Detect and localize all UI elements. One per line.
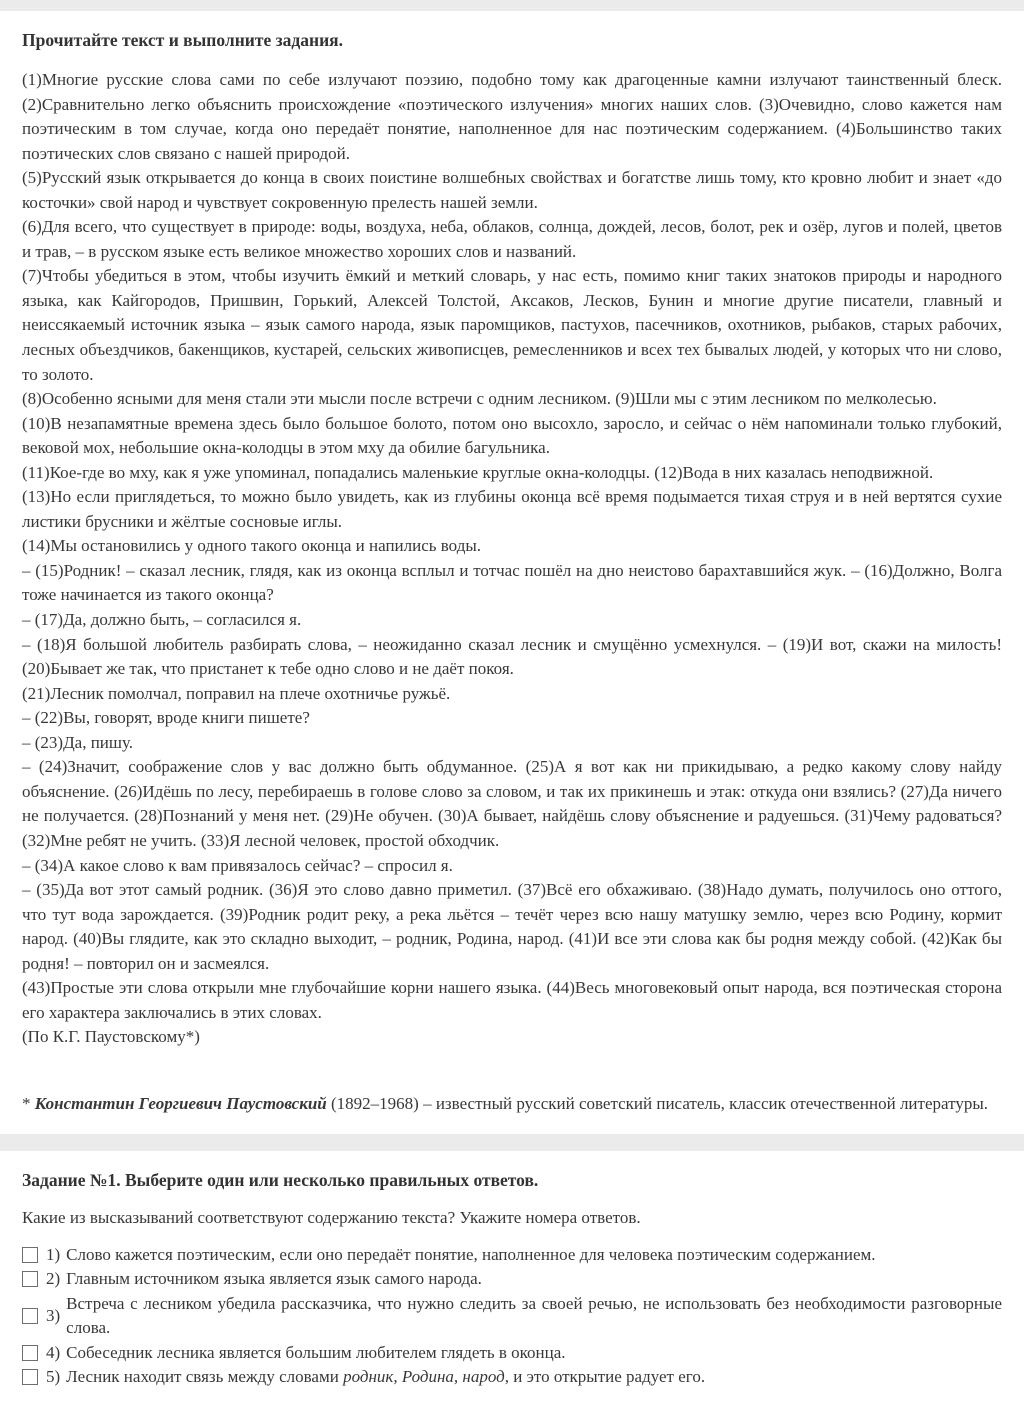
option-text-segment: Лесник находит связь между словами — [66, 1366, 344, 1386]
answer-checkbox-3[interactable] — [22, 1308, 38, 1324]
answer-options — [22, 1243, 1002, 1389]
text-paragraph: (13)Но если приглядеться, то можно было увидеть, как из глубины оконца всё время подымается тихая струя и в ней вертятся сухие листики брусники и жёлтые сосновые иглы. — [22, 487, 1002, 531]
author-name: Константин Георгиевич Паустовский — [34, 1093, 327, 1113]
task-question: Какие из высказываний соответствуют содержанию текста? Укажите номера ответов. — [22, 1207, 641, 1227]
option-text-segment: , и это открытие радует его. — [504, 1366, 706, 1386]
text-paragraph: (10)В незапамятные времена здесь было большое болото, потом оно высохло, заросло, и сейчас о нём напоминали только глубокий, вековой мох, небольшие окна-колодцы в этом мху да обилие багульника. — [22, 413, 1002, 458]
text-paragraph: (6)Для всего, что существует в природе: воды, воздуха, неба, облаков, солнца, дождей, лесов, болот, рек и озёр, лугов и полей, цветов и трав, – в русском языке есть великое множество хороших слов и названий. — [22, 217, 1002, 261]
answer-option-2 — [22, 1267, 1002, 1291]
text-paragraph: – (17)Да, должно быть, – согласился я. — [22, 610, 302, 630]
option-number: 5) — [46, 1367, 61, 1387]
text-paragraph: (7)Чтобы убедиться в этом, чтобы изучить ёмкий и меткий словарь, у нас есть, помимо книг таких знатоков природы и народного языка, как Кайгородов, Пришвин, Горький, Алексей Толстой, Аксаков, Лесков, Бунин и многие другие писатели, главный и неиссякаемый источник языка – язык самого народа, язык паромщиков, пастухов, пасечников, охотников, рыбаков, старых рабочих, лесных объездчиков, бакенщиков, кустарей, сельских живописцев, ремесленников и всех тех бывалых людей, у которых что ни слово, то золото. — [22, 266, 1002, 384]
author-footnote — [22, 1090, 1002, 1118]
option-number: 4) — [46, 1342, 61, 1362]
text-paragraph: (43)Простые эти слова открыли мне глубочайшие корни нашего языка. (44)Весь многовековый опыт народа, вся поэтическая сторона его характера заключались в этих словах. — [22, 978, 1002, 1022]
footnote-marker: * — [22, 1093, 35, 1113]
text-paragraph: – (15)Родник! – сказал лесник, глядя, как из оконца всплыл и тотчас пошёл на дно неистово барахтавшийся жук. – (16)Должно, Волга тоже начинается из такого оконца? — [22, 560, 1002, 605]
reading-text — [22, 68, 1002, 1050]
option-text: Собеседник лесника является большим любителем глядеть в оконца. — [66, 1342, 566, 1362]
page-content — [0, 30, 1024, 1389]
option-number: 3) — [46, 1306, 61, 1326]
text-paragraph: (21)Лесник помолчал, поправил на плече охотничье ружьё. — [22, 683, 451, 703]
text-paragraph: (14)Мы остановились у одного такого оконца и напились воды. — [22, 536, 482, 556]
option-text: Главным источником языка является язык самого народа. — [66, 1269, 482, 1289]
answer-option-5 — [22, 1365, 1002, 1389]
option-number: 2) — [46, 1269, 61, 1289]
answer-option-3 — [22, 1292, 1002, 1341]
answer-checkbox-1[interactable] — [22, 1247, 38, 1263]
section-divider — [0, 1134, 1024, 1151]
instructions-heading: Прочитайте текст и выполните задания. — [22, 30, 344, 50]
answer-option-1 — [22, 1243, 1002, 1267]
option-number: 1) — [46, 1245, 61, 1265]
text-paragraph: (5)Русский язык открывается до конца в своих поистине волшебных свойствах и богатстве лишь тому, кто кровно любит и знает «до косточки» свой народ и чувствует сокровенную прелесть нашей земли. — [22, 168, 1002, 212]
text-paragraph: (11)Кое-где во мху, как я уже упоминал, попадались маленькие круглые окна-колодцы. (12)Вода в них казалась неподвижной. — [22, 462, 934, 482]
text-paragraph: (8)Особенно ясными для меня стали эти мысли после встречи с одним лесником. (9)Шли мы с этим лесником по мелколесью. — [22, 389, 937, 409]
text-paragraph: – (22)Вы, говорят, вроде книги пишете? — [22, 708, 310, 728]
text-paragraph: – (23)Да, пишу. — [22, 732, 134, 752]
text-paragraph: – (35)Да вот этот самый родник. (36)Я это слово давно приметил. (37)Всё его обхаживаю. (38)Надо думать, получилось оно оттого, что тут вода зарождается. (39)Родник родит реку, а река льётся – течёт через всю нашу матушку землю, через всю Родину, кормит народ. (40)Вы глядите, как это складно выходит, – родник, Родина, народ. (41)И все эти слова как бы родня между собой. (42)Как бы родня! – повторил он и засмеялся. — [22, 880, 1002, 973]
top-band — [0, 0, 1024, 11]
answer-checkbox-2[interactable] — [22, 1271, 38, 1287]
answer-option-4 — [22, 1341, 1002, 1365]
answer-checkbox-5[interactable] — [22, 1369, 38, 1385]
text-paragraph: (1)Многие русские слова сами по себе излучают поэзию, подобно тому как драгоценные камни излучают таинственный блеск. (2)Сравнительно легко объяснить происхождение «поэтического излучения» многих наших слов. (3)Очевидно, слово кажется нам поэтическим в том случае, когда оно передаёт понятие, наполненное для нас поэтическим содержанием. (4)Большинство таких поэтических слов связано с нашей природой. — [22, 70, 1002, 163]
option-text: Встреча с лесником убедила рассказчика, что нужно следить за своей речью, не использовать без необходимости разговорные слова. — [66, 1293, 1002, 1338]
text-paragraph: – (18)Я большой любитель разбирать слова, – неожиданно сказал лесник и смущённо усмехнулся. – (19)И вот, скажи на милость! (20)Бывает же так, что пристанет к тебе одно слово и не даёт покоя. — [22, 634, 1002, 679]
footnote-text: (1892–1968) – известный русский советский писатель, классик отечественной литературы. — [326, 1093, 988, 1113]
option-text — [66, 1365, 1002, 1389]
answer-checkbox-4[interactable] — [22, 1345, 38, 1361]
option-italic-words: родник, Родина, народ — [343, 1366, 505, 1386]
text-attribution: (По К.Г. Паустовскому*) — [22, 1027, 200, 1047]
text-paragraph: – (34)А какое слово к вам привязалось сейчас? – спросил я. — [22, 855, 453, 875]
task-heading: Задание №1. Выберите один или несколько правильных ответов. — [22, 1169, 539, 1190]
text-paragraph: – (24)Значит, соображение слов у вас должно быть обдуманное. (25)А я вот как ни прикидываю, а редко какому слову найду объяснение. (26)Идёшь по лесу, перебираешь в голове слово за словом, и так их прикинешь и этак: откуда они взялись? (27)Да ничего не получается. (28)Познаний у меня нет. (29)Не обучен. (30)А бывает, найдёшь слову объяснение и радуешься. (31)Чему радоваться? (32)Мне ребят не учить. (33)Я лесной человек, простой обходчик. — [22, 757, 1002, 850]
option-text: Слово кажется поэтическим, если оно передаёт понятие, наполненное для человека поэтическим содержанием. — [66, 1244, 876, 1264]
